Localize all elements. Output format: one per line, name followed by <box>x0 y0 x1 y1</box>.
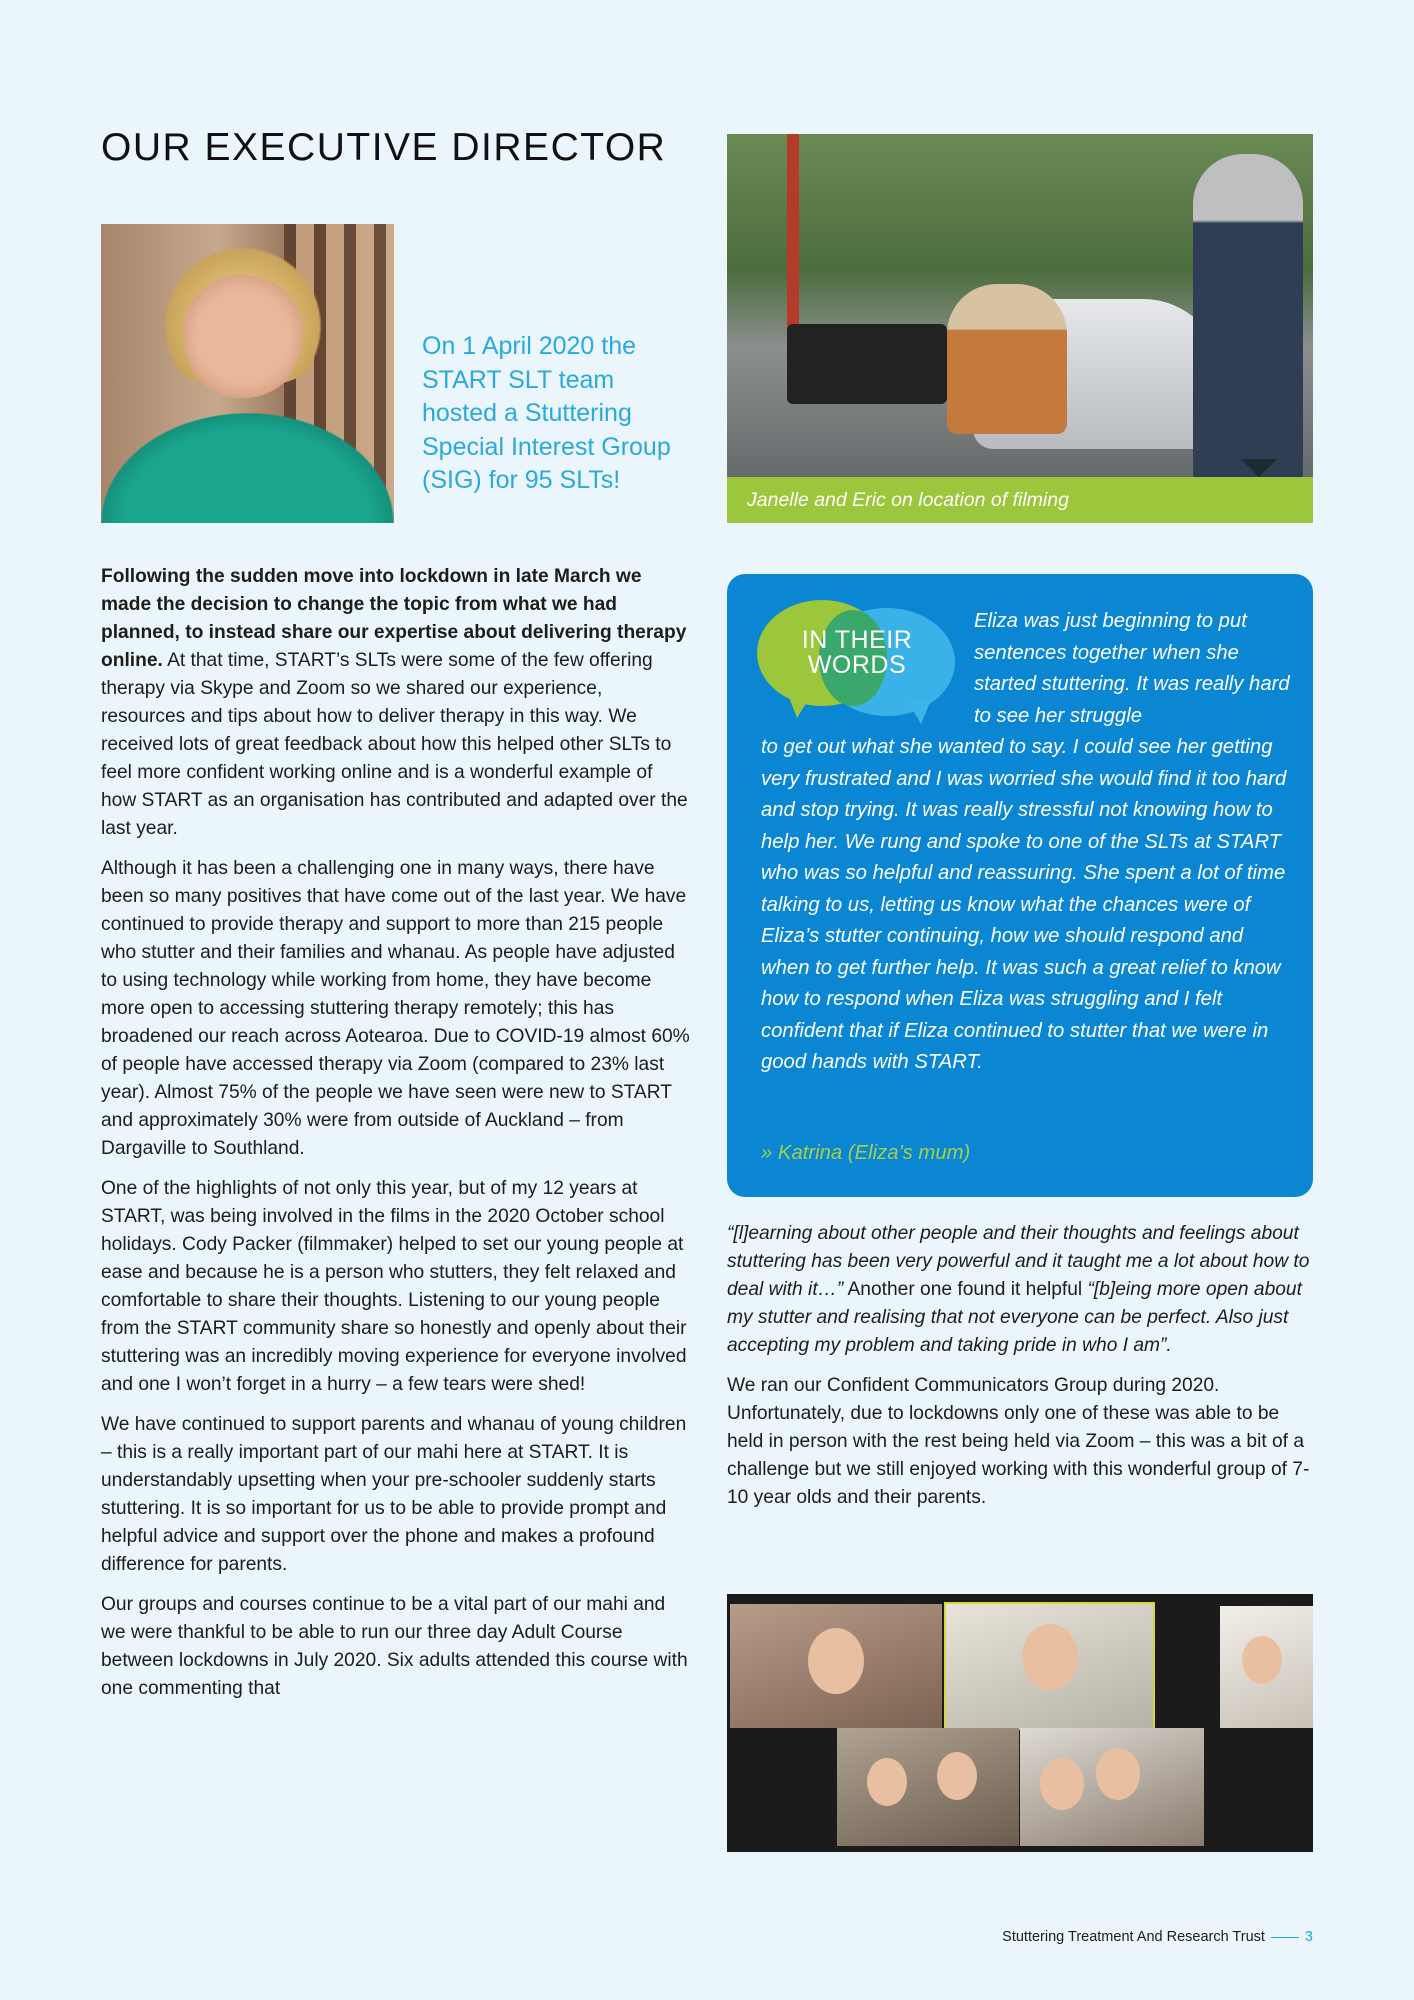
right-column <box>727 1220 1317 1524</box>
footer-org-name: Stuttering Treatment And Research Trust <box>1002 1929 1265 1945</box>
testimonial-quote-2: “[b]eing more open about my stutter and realising that not everyone can be perfect. Also just accepting my problem and taking pride in who I am”. <box>727 1279 1302 1356</box>
filming-photo <box>727 134 1313 523</box>
paragraph-2: Although it has been a challenging one in many ways, there have been so many positives that have come out of the last year. We have continued to provide therapy and support to more than 215 people who stutter and their families and whanau. As people have adjusted to using technology while working from home, they have become more open to accessing stuttering therapy remotely; this has broadened our reach across Aotearoa. Due to COVID-19 almost 60% of people have accessed therapy via Zoom (compared to 23% last year). Almost 75% of the people we have seen were new to START and approximately 30% were from outside of Auckland – from Dargaville to Southland. <box>101 858 690 1159</box>
callout-text: On 1 April 2020 the START SLT team hosted a Stuttering Special Interest Group (SIG) for 95 SLTs! <box>422 332 671 494</box>
badge-line-1: IN THEIR <box>801 626 913 654</box>
badge-line-2: WORDS <box>807 651 907 679</box>
page-footer <box>1002 1929 1313 1945</box>
testimonial-connector: Another one found it helpful <box>843 1279 1088 1300</box>
photo-caption: Janelle and Eric on location of filming <box>747 489 1069 511</box>
testimonial-quote-1: “[l]earning about other people and their thoughts and feelings about stuttering has been very powerful and it taught me a lot about how to deal with it…” <box>727 1223 1310 1300</box>
paragraph-1 <box>101 563 691 843</box>
paragraph-4: We have continued to support parents and whanau of young children – this is a really important part of our mahi here at START. It is understandably upsetting when your pre-schooler suddenly starts stuttering. It is so important for us to be able to provide prompt and helpful advice and support over the phone and makes a profound difference for parents. <box>101 1414 687 1575</box>
speech-bubble-icon <box>757 600 957 720</box>
page-title: OUR EXECUTIVE DIRECTOR <box>101 126 667 169</box>
paragraph-5: Our groups and courses continue to be a vital part of our mahi and we were thankful to be able to run our three day Adult Course between lockdowns in July 2020. Six adults attended this course with one commenting that <box>101 1594 688 1699</box>
page-number: 3 <box>1304 1929 1313 1945</box>
executive-director-photo <box>101 224 394 523</box>
paragraph-1-lead: Following the sudden move into lockdown in late March we made the decision to change the topic from what we had planned, to instead share our expertise about delivering therapy online. <box>101 566 687 671</box>
testimonial-paragraph <box>727 1220 1317 1360</box>
footer-rule <box>1271 1937 1299 1938</box>
quote-text-rest: to get out what she wanted to say. I could see her getting very frustrated and I was worried she would find it too hard and stop trying. It was really stressful not knowing how to help her. We rung and spoke to one of the SLTs at START who was so helpful and reassuring. She spent a lot of time talking to us, letting us know what the chances were of Eliza’s stutter continuing, how we should respond and when to get further help. It was such a great relief to know how to respond when Eliza was struggling and I felt confident that if Eliza continued to stutter that we were in good hands with START. <box>761 736 1287 1073</box>
photo-caption-bar <box>727 477 1313 523</box>
paragraph-1-rest: At that time, START’s SLTs were some of the few offering therapy via Skype and Zoom so we shared our experience, resources and tips about how to deliver therapy in this way. We received lots of great feedback about how this helped other SLTs to feel more confident working online and is a wonderful example of how START as an organisation has contributed and adapted over the last year. <box>101 650 688 839</box>
quote-attribution: » Katrina (Eliza’s mum) <box>761 1142 971 1164</box>
quote-text-start: Eliza was just beginning to put sentences together when she started stuttering. It was really hard to see her struggle <box>974 610 1290 727</box>
left-column <box>101 563 691 1715</box>
confident-communicators-paragraph: We ran our Confident Communicators Group during 2020. Unfortunately, due to lockdowns only one of these was able to be held in person with the rest being held via Zoom – this was a bit of a challenge but we still enjoyed working with this wonderful group of 7-10 year olds and their parents. <box>727 1375 1310 1508</box>
in-their-words-box <box>727 574 1313 1197</box>
in-their-words-badge <box>757 628 957 678</box>
zoom-call-photo <box>727 1594 1313 1852</box>
paragraph-3: One of the highlights of not only this year, but of my 12 years at START, was being involved in the films in the 2020 October school holidays. Cody Packer (filmmaker) helped to set our young people at ease and because he is a person who stutters, they felt relaxed and comfortable to share their thoughts. Listening to our young people from the START community share so honestly and openly about their stuttering was an incredibly moving experience for everyone involved and one I won’t forget in a hurry – a few tears were shed! <box>101 1178 687 1395</box>
